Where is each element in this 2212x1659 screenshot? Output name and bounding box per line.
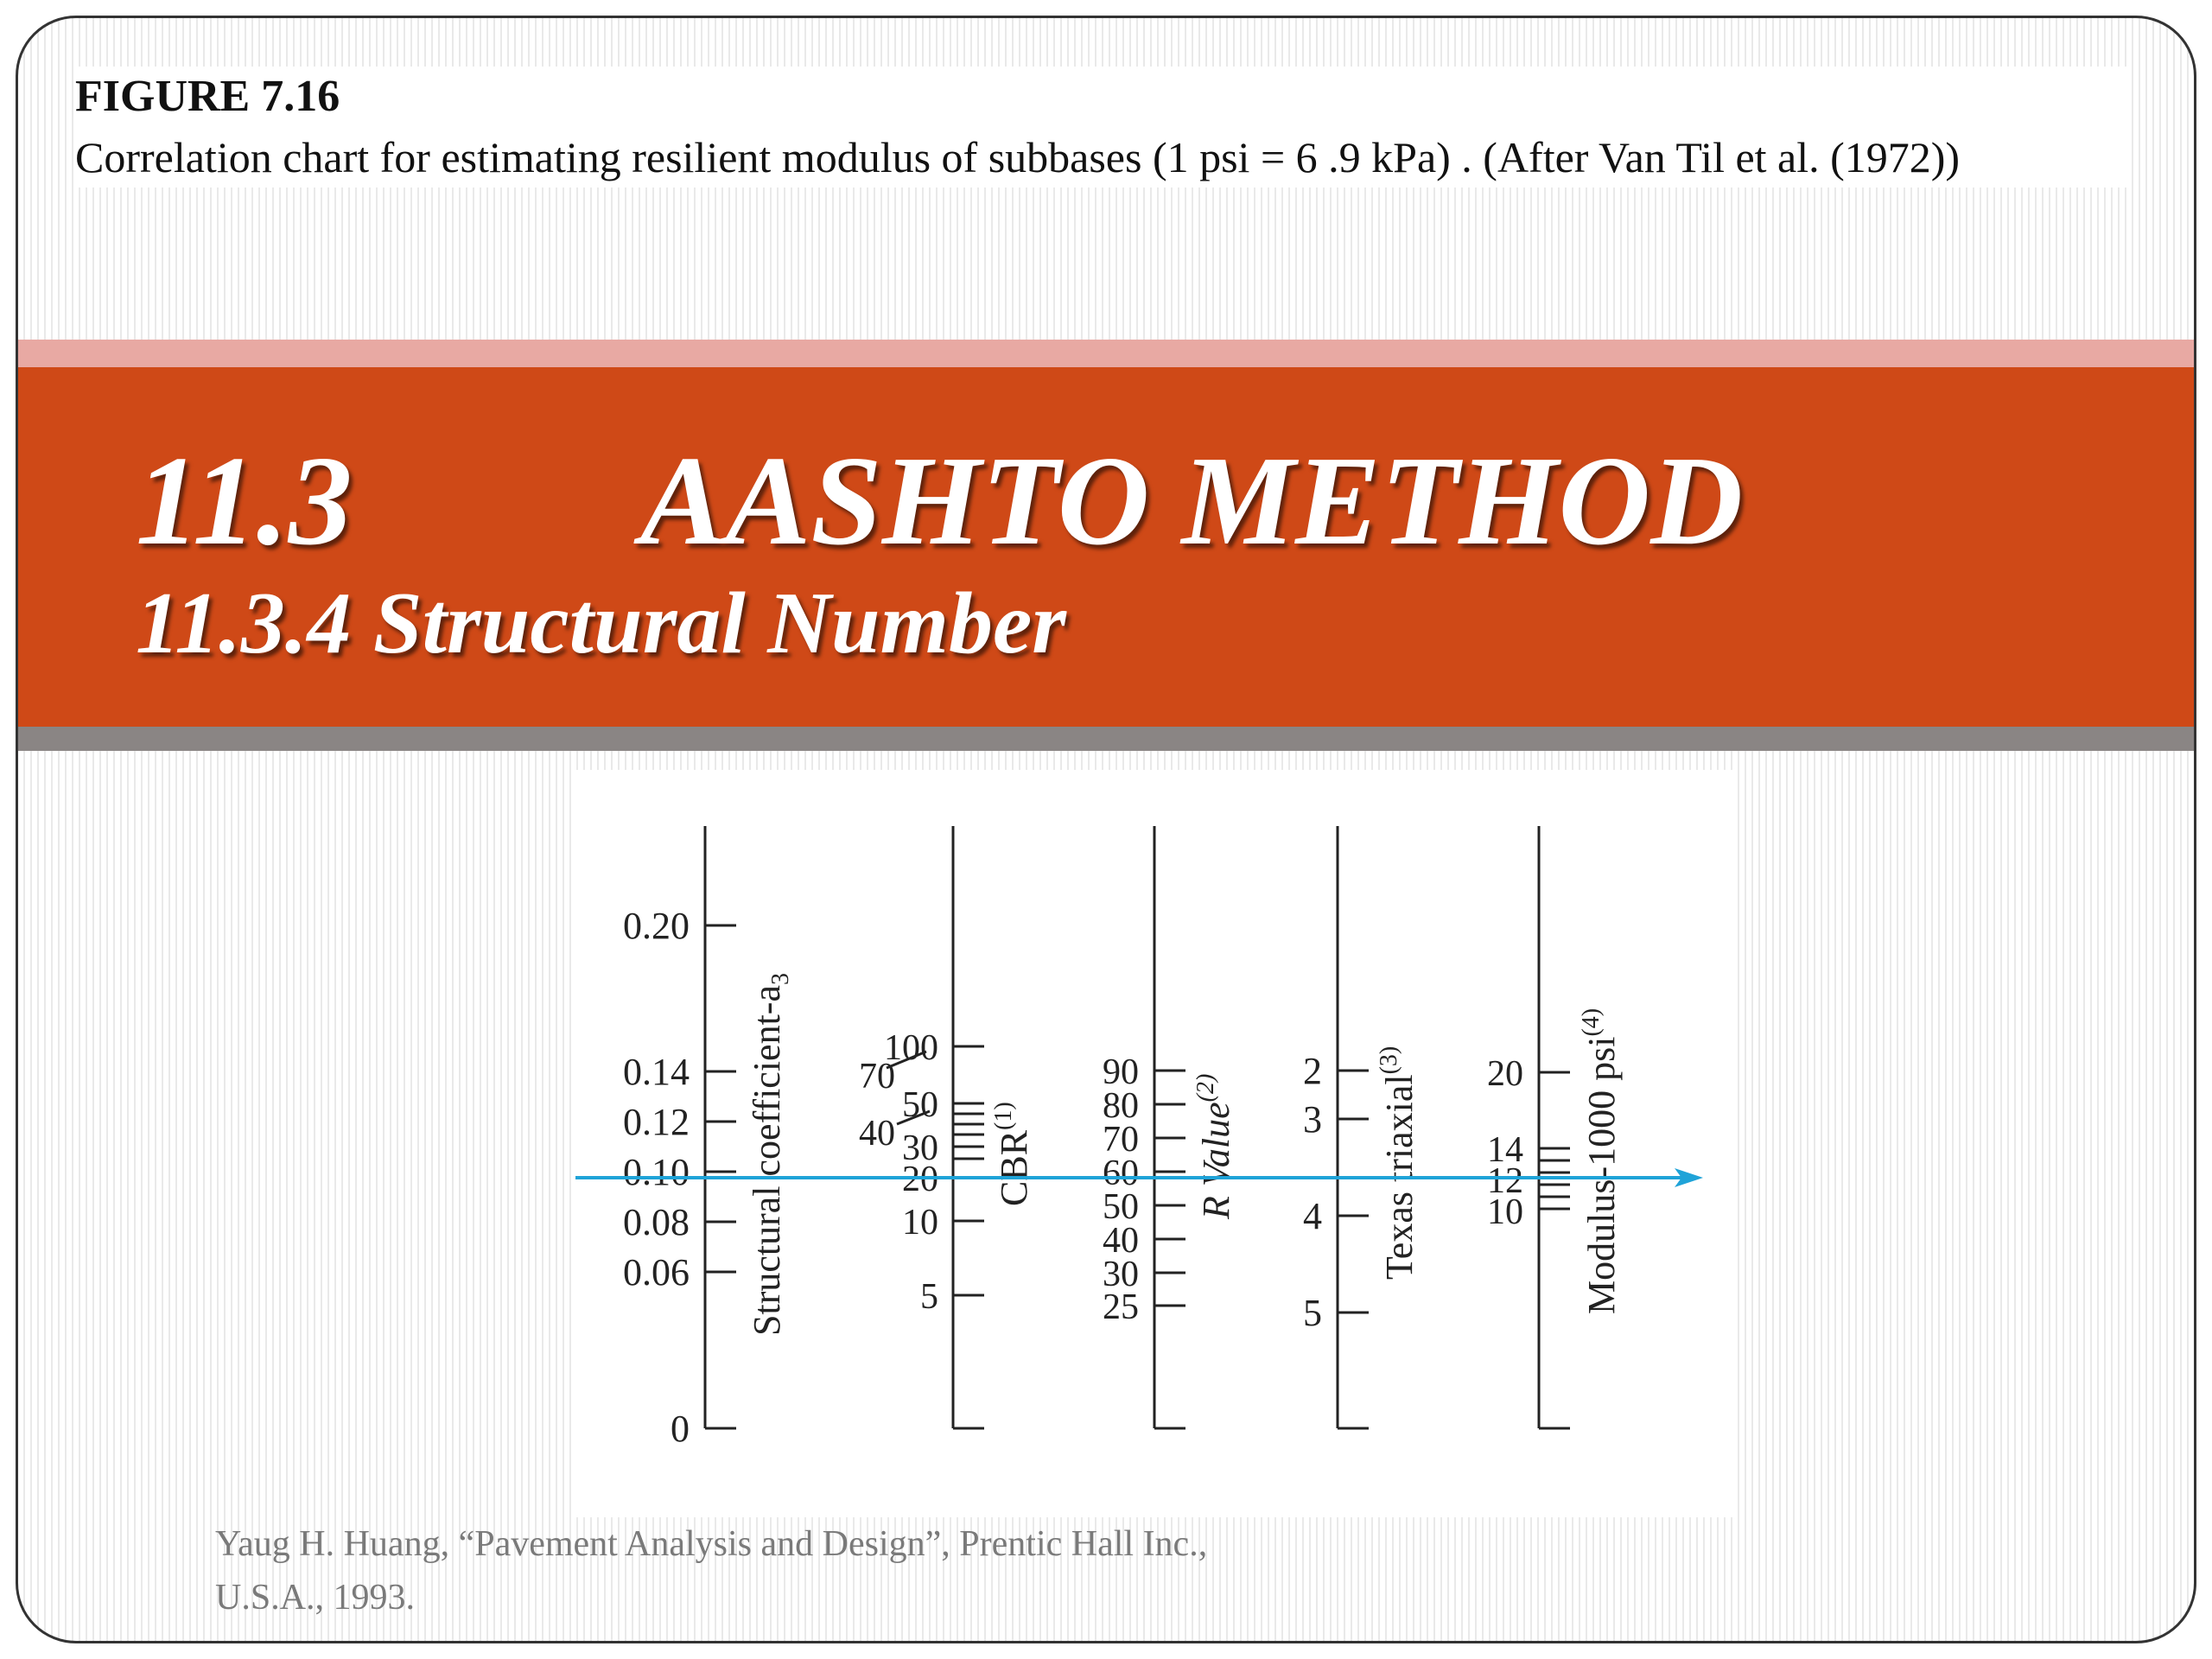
figure-caption: [75, 67, 2132, 188]
source-line-1: Yaug H. Huang, “Pavement Analysis and Design”, Prentic Hall Inc.,: [215, 1524, 1208, 1564]
tick-label: 80: [1103, 1086, 1139, 1126]
tick-label: 40: [1103, 1221, 1139, 1261]
tick-label: 20: [1487, 1054, 1523, 1094]
tick-label: 0.06: [623, 1251, 690, 1294]
tick-label: 90: [1103, 1052, 1139, 1092]
structural-coefficient-label: Structural coefficient-$a_3$: [746, 973, 794, 1336]
tick-label: 0.20: [623, 905, 690, 947]
section-subtitle: 11.3.4 Structural Number: [136, 575, 1066, 672]
section-title: AASHTO METHOD: [640, 430, 1744, 572]
r-value-label: R Value$^{(2)}$: [1192, 1073, 1237, 1219]
modulus-label: Modulus-1000 psi$^{(4)}$: [1578, 1007, 1623, 1314]
figure-caption-text: Correlation chart for estimating resilient modulus of subbases (1 psi = 6 .9 kPa) . (After Van Til et al. (1972)): [75, 133, 1961, 181]
tick-label: 2: [1303, 1050, 1322, 1092]
tick-label: 10: [1487, 1192, 1523, 1232]
tick-label: 10: [902, 1203, 938, 1243]
section-number: 11.3: [136, 430, 353, 572]
tick-label: 4: [1303, 1195, 1322, 1237]
tick-label: 12: [1487, 1161, 1523, 1201]
tick-label: 5: [920, 1277, 938, 1317]
tick-label: 70: [1103, 1120, 1139, 1160]
texas-triaxial-label: Texas triaxial$^{(3)}$: [1376, 1046, 1421, 1280]
tick-label: 100: [884, 1028, 938, 1068]
title-banner: [18, 367, 2194, 727]
cbr-label: CBR$^{(1)}$: [990, 1102, 1035, 1206]
tick-label: 0: [671, 1408, 690, 1450]
tick-label: 0.10: [623, 1151, 690, 1193]
tick-label: 5: [1303, 1292, 1322, 1334]
tick-label: 25: [1103, 1287, 1139, 1327]
accent-bar: [18, 340, 2194, 367]
tick-label: 70: [859, 1057, 895, 1096]
tick-label: 3: [1303, 1098, 1322, 1141]
source-citation: [215, 1517, 1338, 1624]
tick-label: 60: [1103, 1154, 1139, 1193]
tick-label: 0.12: [623, 1101, 690, 1143]
figure-number: FIGURE 7.16: [75, 72, 340, 121]
correlation-chart: [575, 770, 1738, 1517]
source-line-2: U.S.A., 1993.: [215, 1578, 416, 1618]
tick-label: 40: [859, 1114, 895, 1154]
tick-label: 30: [1103, 1255, 1139, 1294]
correlation-chart-svg: [575, 770, 1738, 1517]
tick-label: 20: [902, 1160, 938, 1199]
tick-label: 14: [1487, 1130, 1523, 1170]
tick-label: 0.14: [623, 1051, 690, 1093]
divider-bar: [18, 727, 2194, 751]
tick-label: 50: [902, 1085, 938, 1125]
tick-label: 30: [902, 1128, 938, 1168]
tick-label: 50: [1103, 1187, 1139, 1227]
slide: [16, 16, 2196, 1643]
tick-label: 0.08: [623, 1201, 690, 1243]
